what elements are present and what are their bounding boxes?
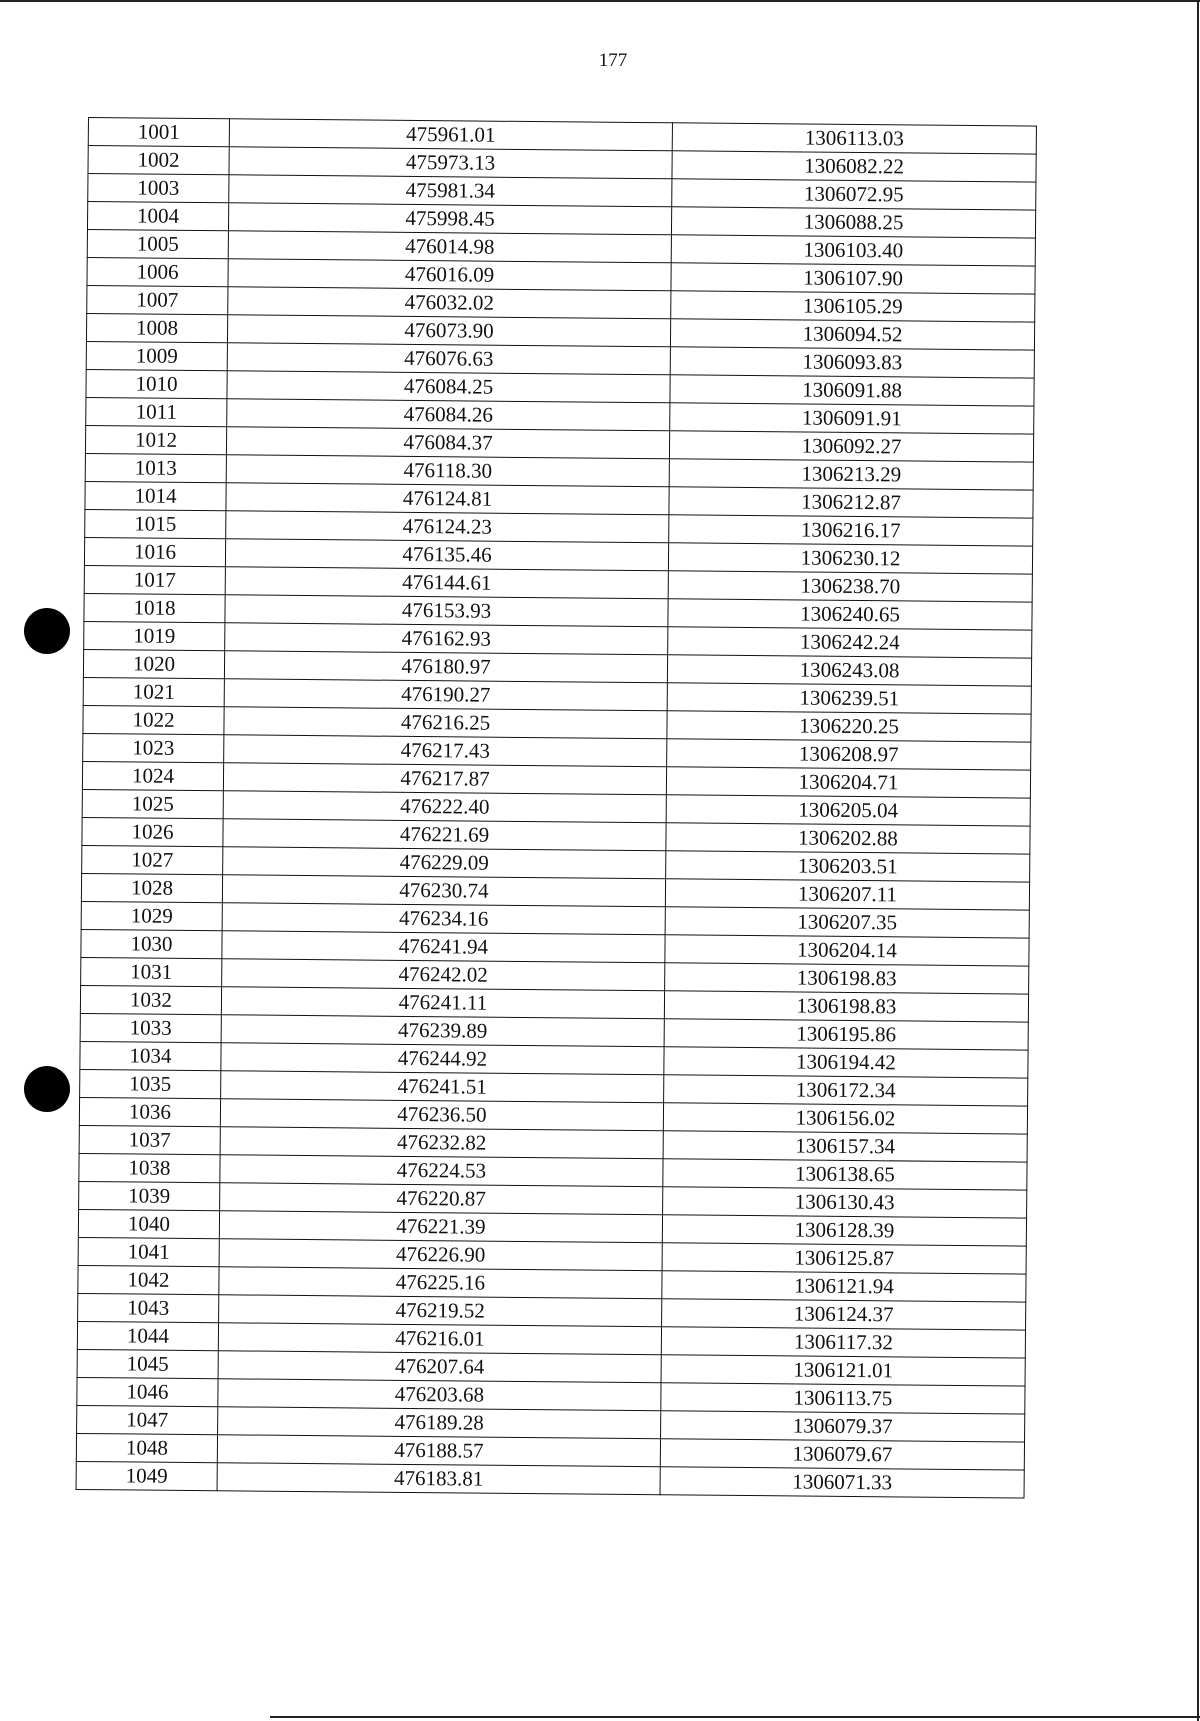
point-id-cell: 1019 [84, 621, 225, 650]
y-coordinate-cell: 1306121.01 [661, 1355, 1025, 1386]
y-coordinate-cell: 1306238.70 [668, 571, 1032, 602]
x-coordinate-cell: 476217.87 [223, 763, 666, 795]
coordinate-table-container [76, 117, 1036, 1499]
point-id-cell: 1012 [85, 425, 226, 454]
point-id-cell: 1008 [86, 313, 227, 342]
y-coordinate-cell: 1306130.43 [663, 1187, 1027, 1218]
point-id-cell: 1024 [82, 761, 223, 790]
y-coordinate-cell: 1306216.17 [669, 515, 1033, 546]
y-coordinate-cell: 1306091.88 [670, 375, 1034, 406]
point-id-cell: 1027 [82, 845, 223, 874]
page-border-bottom [270, 1716, 1200, 1718]
x-coordinate-cell: 476135.46 [225, 539, 668, 571]
x-coordinate-cell: 476084.26 [227, 399, 670, 431]
point-id-cell: 1031 [81, 957, 222, 986]
page-border-right [1197, 0, 1199, 1721]
x-coordinate-cell: 476076.63 [227, 343, 670, 375]
y-coordinate-cell: 1306105.29 [671, 291, 1035, 322]
point-id-cell: 1015 [85, 509, 226, 538]
x-coordinate-cell: 476241.11 [221, 987, 664, 1019]
y-coordinate-cell: 1306157.34 [663, 1131, 1027, 1162]
point-id-cell: 1029 [81, 901, 222, 930]
coordinate-table [76, 117, 1037, 1499]
point-id-cell: 1043 [78, 1293, 219, 1322]
point-id-cell: 1007 [87, 285, 228, 314]
y-coordinate-cell: 1306202.88 [666, 823, 1030, 854]
point-id-cell: 1021 [83, 677, 224, 706]
x-coordinate-cell: 476234.16 [222, 903, 665, 935]
x-coordinate-cell: 476219.52 [219, 1295, 662, 1327]
point-id-cell: 1020 [83, 649, 224, 678]
point-id-cell: 1032 [80, 985, 221, 1014]
x-coordinate-cell: 476230.74 [222, 875, 665, 907]
point-id-cell: 1022 [83, 705, 224, 734]
x-coordinate-cell: 476014.98 [228, 231, 671, 263]
y-coordinate-cell: 1306093.83 [670, 347, 1034, 378]
y-coordinate-cell: 1306113.03 [672, 123, 1036, 154]
y-coordinate-cell: 1306072.95 [672, 179, 1036, 210]
x-coordinate-cell: 476241.51 [221, 1071, 664, 1103]
x-coordinate-cell: 476244.92 [221, 1043, 664, 1075]
y-coordinate-cell: 1306092.27 [669, 431, 1033, 462]
point-id-cell: 1017 [84, 565, 225, 594]
y-coordinate-cell: 1306124.37 [662, 1299, 1026, 1330]
y-coordinate-cell: 1306230.12 [668, 543, 1032, 574]
point-id-cell: 1044 [77, 1321, 218, 1350]
y-coordinate-cell: 1306194.42 [664, 1047, 1028, 1078]
y-coordinate-cell: 1306138.65 [663, 1159, 1027, 1190]
y-coordinate-cell: 1306121.94 [662, 1271, 1026, 1302]
y-coordinate-cell: 1306213.29 [669, 459, 1033, 490]
point-id-cell: 1005 [87, 229, 228, 258]
y-coordinate-cell: 1306242.24 [668, 627, 1032, 658]
punch-hole-upper [24, 608, 70, 654]
point-id-cell: 1002 [88, 146, 229, 175]
point-id-cell: 1023 [83, 733, 224, 762]
point-id-cell: 1025 [82, 789, 223, 818]
y-coordinate-cell: 1306094.52 [670, 319, 1034, 350]
x-coordinate-cell: 475961.01 [229, 119, 672, 151]
x-coordinate-cell: 476221.39 [219, 1211, 662, 1243]
point-id-cell: 1003 [88, 174, 229, 203]
y-coordinate-cell: 1306195.86 [664, 1019, 1028, 1050]
x-coordinate-cell: 476207.64 [218, 1351, 661, 1383]
y-coordinate-cell: 1306113.75 [661, 1383, 1025, 1414]
x-coordinate-cell: 475998.45 [228, 203, 671, 235]
x-coordinate-cell: 476229.09 [223, 847, 666, 879]
point-id-cell: 1018 [84, 593, 225, 622]
point-id-cell: 1014 [85, 481, 226, 510]
y-coordinate-cell: 1306156.02 [663, 1103, 1027, 1134]
x-coordinate-cell: 476153.93 [225, 595, 668, 627]
x-coordinate-cell: 476232.82 [220, 1127, 663, 1159]
x-coordinate-cell: 476226.90 [219, 1239, 662, 1271]
x-coordinate-cell: 476180.97 [224, 651, 667, 683]
y-coordinate-cell: 1306071.33 [660, 1467, 1024, 1498]
x-coordinate-cell: 476236.50 [220, 1099, 663, 1131]
point-id-cell: 1037 [79, 1125, 220, 1154]
point-id-cell: 1049 [76, 1461, 217, 1490]
x-coordinate-cell: 476217.43 [224, 735, 667, 767]
point-id-cell: 1033 [80, 1013, 221, 1042]
point-id-cell: 1006 [87, 257, 228, 286]
point-id-cell: 1009 [86, 341, 227, 370]
y-coordinate-cell: 1306207.11 [665, 879, 1029, 910]
x-coordinate-cell: 475973.13 [229, 147, 672, 179]
punch-hole-lower [24, 1066, 70, 1112]
x-coordinate-cell: 476124.81 [226, 483, 669, 515]
x-coordinate-cell: 476222.40 [223, 791, 666, 823]
y-coordinate-cell: 1306243.08 [667, 655, 1031, 686]
x-coordinate-cell: 475981.34 [229, 175, 672, 207]
x-coordinate-cell: 476224.53 [220, 1155, 663, 1187]
x-coordinate-cell: 476124.23 [226, 511, 669, 543]
x-coordinate-cell: 476073.90 [227, 315, 670, 347]
point-id-cell: 1040 [78, 1209, 219, 1238]
y-coordinate-cell: 1306103.40 [671, 235, 1035, 266]
x-coordinate-cell: 476183.81 [217, 1463, 660, 1495]
point-id-cell: 1026 [82, 817, 223, 846]
x-coordinate-cell: 476084.37 [226, 427, 669, 459]
y-coordinate-cell: 1306204.71 [666, 767, 1030, 798]
x-coordinate-cell: 476225.16 [219, 1267, 662, 1299]
point-id-cell: 1004 [87, 202, 228, 231]
y-coordinate-cell: 1306117.32 [661, 1327, 1025, 1358]
point-id-cell: 1013 [85, 453, 226, 482]
x-coordinate-cell: 476242.02 [222, 959, 665, 991]
x-coordinate-cell: 476239.89 [221, 1015, 664, 1047]
y-coordinate-cell: 1306128.39 [662, 1215, 1026, 1246]
y-coordinate-cell: 1306220.25 [667, 711, 1031, 742]
point-id-cell: 1047 [77, 1405, 218, 1434]
y-coordinate-cell: 1306198.83 [664, 991, 1028, 1022]
y-coordinate-cell: 1306212.87 [669, 487, 1033, 518]
x-coordinate-cell: 476189.28 [218, 1407, 661, 1439]
x-coordinate-cell: 476221.69 [223, 819, 666, 851]
point-id-cell: 1048 [76, 1433, 217, 1462]
point-id-cell: 1010 [86, 369, 227, 398]
y-coordinate-cell: 1306079.37 [661, 1411, 1025, 1442]
page-border-top [0, 0, 1200, 2]
point-id-cell: 1039 [79, 1181, 220, 1210]
x-coordinate-cell: 476190.27 [224, 679, 667, 711]
y-coordinate-cell: 1306079.67 [660, 1439, 1024, 1470]
point-id-cell: 1036 [79, 1097, 220, 1126]
y-coordinate-cell: 1306107.90 [671, 263, 1035, 294]
y-coordinate-cell: 1306091.91 [670, 403, 1034, 434]
point-id-cell: 1030 [81, 929, 222, 958]
y-coordinate-cell: 1306240.65 [668, 599, 1032, 630]
y-coordinate-cell: 1306172.34 [664, 1075, 1028, 1106]
x-coordinate-cell: 476118.30 [226, 455, 669, 487]
x-coordinate-cell: 476188.57 [217, 1435, 660, 1467]
point-id-cell: 1045 [77, 1349, 218, 1378]
y-coordinate-cell: 1306204.14 [665, 935, 1029, 966]
x-coordinate-cell: 476016.09 [228, 259, 671, 291]
point-id-cell: 1046 [77, 1377, 218, 1406]
point-id-cell: 1028 [81, 873, 222, 902]
point-id-cell: 1038 [79, 1153, 220, 1182]
y-coordinate-cell: 1306239.51 [667, 683, 1031, 714]
y-coordinate-cell: 1306208.97 [667, 739, 1031, 770]
y-coordinate-cell: 1306082.22 [672, 151, 1036, 182]
x-coordinate-cell: 476032.02 [228, 287, 671, 319]
point-id-cell: 1035 [80, 1069, 221, 1098]
x-coordinate-cell: 476084.25 [227, 371, 670, 403]
y-coordinate-cell: 1306088.25 [671, 207, 1035, 238]
x-coordinate-cell: 476216.01 [218, 1323, 661, 1355]
x-coordinate-cell: 476203.68 [218, 1379, 661, 1411]
point-id-cell: 1011 [86, 397, 227, 426]
y-coordinate-cell: 1306203.51 [666, 851, 1030, 882]
y-coordinate-cell: 1306205.04 [666, 795, 1030, 826]
x-coordinate-cell: 476220.87 [220, 1183, 663, 1215]
x-coordinate-cell: 476241.94 [222, 931, 665, 963]
y-coordinate-cell: 1306198.83 [665, 963, 1029, 994]
y-coordinate-cell: 1306207.35 [665, 907, 1029, 938]
page-number: 177 [598, 50, 628, 71]
x-coordinate-cell: 476162.93 [225, 623, 668, 655]
x-coordinate-cell: 476144.61 [225, 567, 668, 599]
coordinate-table-body [76, 118, 1036, 1499]
point-id-cell: 1042 [78, 1265, 219, 1294]
point-id-cell: 1016 [84, 537, 225, 566]
y-coordinate-cell: 1306125.87 [662, 1243, 1026, 1274]
point-id-cell: 1034 [80, 1041, 221, 1070]
point-id-cell: 1001 [88, 118, 229, 147]
x-coordinate-cell: 476216.25 [224, 707, 667, 739]
point-id-cell: 1041 [78, 1237, 219, 1266]
